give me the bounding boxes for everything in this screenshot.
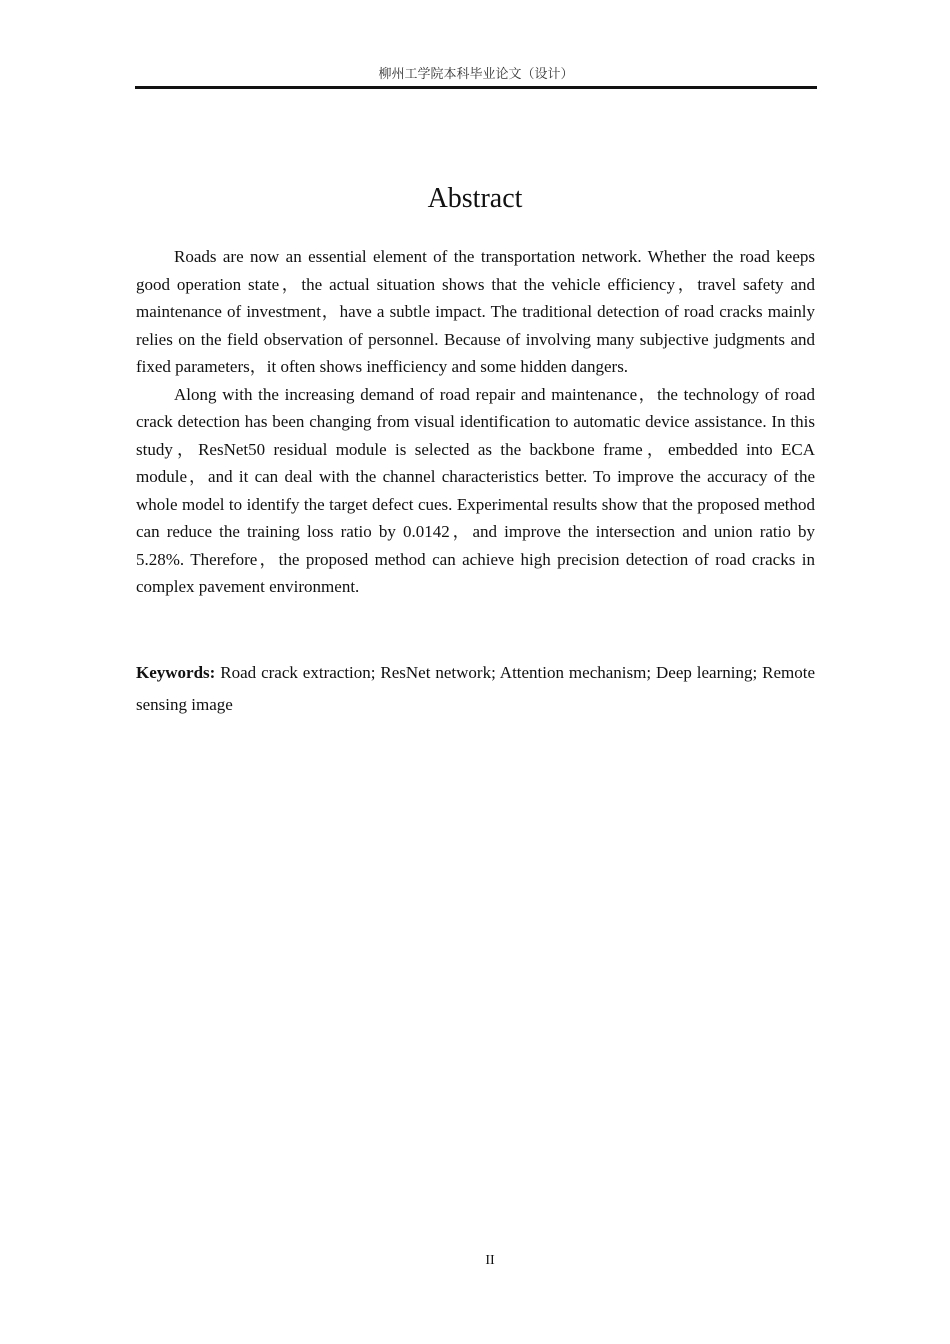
keywords (136, 657, 815, 721)
abstract-paragraph-2: Along with the increasing demand of road repair and maintenance，the technology of road crack detection has been changing from visual identification to automatic device assistance. In this study，ResNet50 residual module is selected as the backbone frame，embedded into ECA module，and it can deal with the channel characteristics better. To improve the accuracy of the whole model to identify the target defect cues. Experimental results show that the proposed method can reduce the training loss ratio by 0.0142，and improve the intersection and union ratio by 5.28%. Therefore，the proposed method can achieve high precision detection of road cracks in complex pavement environment. (136, 384, 815, 596)
abstract-paragraph-1: Roads are now an essential element of the transportation network. Whether the road keeps good operation state，the actual situation shows that the vehicle efficiency，travel safety and maintenance of investment，have a subtle impact. The traditional detection of road cracks mainly relies on the field observation of personnel. Because of involving many subjective judgments and fixed parameters，it often shows inefficiency and some hidden dangers. (136, 247, 815, 376)
keywords-text: Road crack extraction; ResNet network; Attention mechanism; Deep learning; Remote sensing image (136, 663, 816, 714)
running-header: 柳州工学院本科毕业论文（设计） (378, 67, 574, 82)
header-rule (135, 86, 817, 89)
abstract-body (136, 243, 815, 601)
page-number: II (485, 1253, 495, 1268)
abstract-title: Abstract (427, 183, 523, 214)
keywords-label: Keywords: (136, 663, 216, 682)
